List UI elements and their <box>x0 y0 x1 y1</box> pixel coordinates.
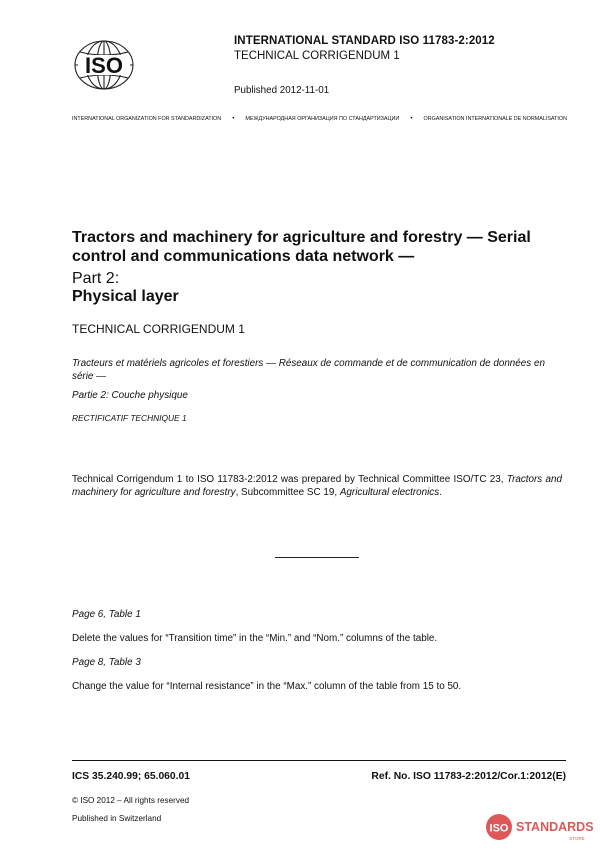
intro-text-3: . <box>439 487 442 499</box>
committee-title: Tractors and machinery for agriculture and forestry <box>72 474 563 499</box>
french-title: Tracteurs et matériels agricoles et forestiers — Réseaux de commande et de communication de données en série — <box>72 358 545 382</box>
french-rectificatif: RECTIFICATIF TECHNIQUE 1 <box>72 413 187 423</box>
document-title: Tractors and machinery for agriculture and forestry — Serial control and communications data network — <box>72 229 531 265</box>
iso-logo-graphic <box>72 38 136 92</box>
org-name-en: INTERNATIONAL ORGANIZATION FOR STANDARDIZATION <box>72 116 222 122</box>
correction-ref: Page 6, Table 1 <box>72 609 141 620</box>
french-part: Partie 2: Couche physique <box>72 390 188 401</box>
intro-text-1: Technical Corrigendum 1 to ISO 11783-2:2012 was prepared by Technical Committee ISO/TC 23, <box>72 474 507 485</box>
subcommittee-title: Agricultural electronics <box>339 487 440 499</box>
org-separator: • <box>232 116 235 122</box>
standard-title: INTERNATIONAL STANDARD ISO 11783-2:2012 <box>234 35 495 47</box>
watermark-graphic <box>485 810 593 848</box>
correction-text: Delete the values for “Transition time” in the “Min.” and “Nom.” columns of the table. <box>72 633 438 644</box>
iso-logo <box>72 38 136 92</box>
org-name-fr: ORGANISATION INTERNATIONALE DE NORMALISATION <box>423 116 567 122</box>
published-location: Published in Switzerland <box>72 814 162 823</box>
iso-logo-text: ISO <box>85 53 123 78</box>
ics-codes: ICS 35.240.99; 65.060.01 <box>72 771 190 782</box>
section-divider <box>275 557 359 558</box>
copyright-notice: © ISO 2012 – All rights reserved <box>72 796 190 805</box>
footer-divider <box>72 760 566 761</box>
org-name-ru: МЕЖДУНАРОДНАЯ ОРГАНИЗАЦИЯ ПО СТАНДАРТИЗАЦИИ <box>245 116 400 122</box>
part-title: Physical layer <box>72 288 179 305</box>
reference-number: Ref. No. ISO 11783-2:2012/Cor.1:2012(E) <box>371 771 566 782</box>
part-number: Part 2: <box>72 270 120 287</box>
organization-names <box>72 116 567 122</box>
intro-paragraph <box>72 473 562 500</box>
watermark-tag: STORE <box>569 836 585 841</box>
org-separator: • <box>410 116 413 122</box>
intro-text-2: , Subcommittee SC 19, <box>235 487 340 499</box>
watermark-iso-text: ISO <box>489 822 509 835</box>
published-date: Published 2012-11-01 <box>234 85 330 96</box>
correction-text: Change the value for “Internal resistance” in the “Max.” column of the table from 15 to 50. <box>72 681 462 692</box>
watermark-brand: STANDARDS <box>516 820 593 834</box>
iso-standards-store-watermark <box>485 810 593 848</box>
corrigendum-subtitle: TECHNICAL CORRIGENDUM 1 <box>234 50 400 62</box>
correction-ref: Page 8, Table 3 <box>72 657 141 668</box>
technical-corrigendum-label: TECHNICAL CORRIGENDUM 1 <box>72 322 245 336</box>
